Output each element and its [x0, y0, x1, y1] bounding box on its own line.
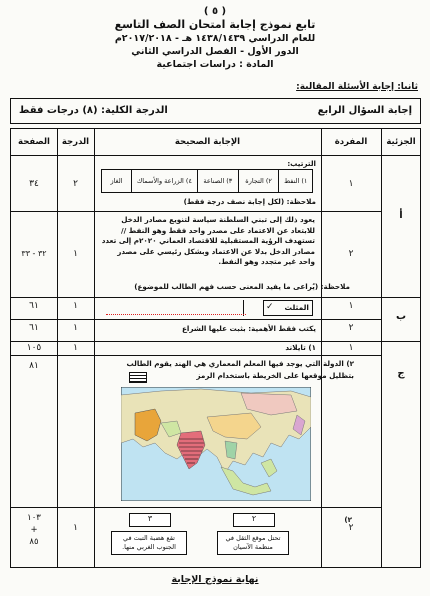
asia-map	[121, 387, 311, 501]
order-box-1: ١) النفط	[278, 170, 312, 192]
question-title-bar	[10, 98, 421, 124]
r5-grade: ١	[73, 343, 78, 353]
page-number: ( ٥ )	[203, 6, 227, 17]
r4-page: ٦١	[29, 323, 39, 333]
col-part: الجزئية	[386, 137, 416, 147]
part-c: ج	[397, 368, 405, 379]
footer-end: نهاية نموذج الإجابة	[171, 574, 259, 585]
r4-item: ٢	[348, 323, 354, 333]
order-boxes	[101, 169, 313, 193]
r6-text-1: ٢) الدولة التي يوجد فيها المعلم المعماري هي الهند يقوم الطالب	[126, 359, 354, 368]
header-line-4: المادة : دراسات اجتماعية	[156, 59, 274, 70]
r3-grade: ١	[73, 301, 78, 311]
r4-answer: يكتب فقط الأهمية: بثبت عليها الشراع	[181, 324, 316, 333]
total-grade: الدرجة الكلية: (٨) درجات فقط	[19, 105, 168, 116]
r2-grade: ١	[73, 249, 78, 259]
order-box-4: ٤) الزراعة والأسماك	[131, 170, 197, 192]
r6-page: ٨١	[29, 361, 39, 371]
r6-text-2: بتظليل موقعها على الخريطة باستخدام الرمز	[196, 371, 354, 380]
r7-page-2: ٨٥	[29, 537, 39, 547]
r3-item: ١	[348, 301, 354, 311]
r2-text: يعود ذلك إلى تبني السلطنة سياسة لتنويع مصادر الدخل للابتعاد عن الاعتماد على مصدر واحد فقط وهو النفط //تستهدف الرؤية المستقبلية للاقتصاد العماني ٢٠٢٠م إلى تعدد مصادر الدخل بدلا عن الاعتماد وبشكل رئيسي على مصدر واحد غير متجدد وهو النفط.	[101, 215, 315, 266]
order-box-2: ٢) التجارة	[238, 170, 279, 192]
r7-num-left: ٣	[129, 513, 171, 527]
r1-page: ٣٤	[29, 179, 39, 189]
r5-item: ١	[348, 343, 354, 353]
r7-desc-left: تقع هضبة التبت في الجنوب الغربي منها.	[111, 531, 187, 555]
r3-answer: المثلث	[284, 303, 309, 312]
hatch-symbol-icon	[129, 372, 147, 383]
r2-item: ٢	[348, 249, 354, 259]
r1-item: ١	[348, 179, 354, 189]
question-title: إجابة السؤال الرابع	[317, 105, 412, 116]
r2-page: ٣٢ - ٣٣	[21, 249, 47, 258]
col-item: المفردة	[334, 137, 368, 147]
order-box-5: الغاز	[110, 177, 123, 185]
r7-sub: ٢)	[344, 515, 352, 524]
part-b: ب	[395, 311, 407, 322]
r1-order-label: الترتيب:	[287, 159, 316, 168]
r4-grade: ١	[73, 323, 78, 333]
r5-answer: ١) تايلاند	[285, 343, 316, 352]
r7-desc-right: تحتل موقع الثقل في منظمة الآسيان	[217, 531, 289, 555]
header-line-3: الدور الأول - الفصل الدراسي الثاني	[131, 46, 299, 57]
r7-grade: ١	[73, 523, 78, 533]
r2-note: ملاحظة: (يُراعى ما يفيد المعنى حسب فهم الطالب للموضوع)	[134, 282, 350, 291]
part-a: أ	[399, 210, 403, 221]
r3-page: ٦١	[29, 301, 39, 311]
r1-note: ملاحظة: (لكل إجابة نصف درجة فقط)	[183, 197, 316, 206]
r7-page-1: ١٠٣	[27, 513, 41, 523]
r7-num-right: ٢	[233, 513, 275, 527]
header-line-2: للعام الدراسي ١٤٣٨/١٤٣٩ هـ - ٢٠١٧/٢٠١٨م	[114, 33, 316, 44]
r3-answer-box	[263, 300, 313, 316]
col-grade: الدرجة	[61, 137, 90, 147]
r1-grade: ٢	[73, 179, 78, 189]
r5-page: ١٠٥	[26, 343, 42, 353]
answer-table	[10, 128, 421, 568]
r7-item: ٢	[348, 523, 354, 533]
order-box-3: ٣) الصناعة	[197, 170, 238, 192]
header-line-1: تابع نموذج إجابة امتحان الصف التاسع	[114, 18, 316, 31]
r7-page-plus: +	[30, 525, 38, 535]
col-page: الصفحة	[18, 137, 50, 147]
r3-check: ✓	[266, 302, 274, 312]
col-answer: الإجابة الصحيحة	[174, 137, 241, 147]
section-title: ثانيا: إجابة الأسئلة المقالية:	[296, 82, 418, 92]
